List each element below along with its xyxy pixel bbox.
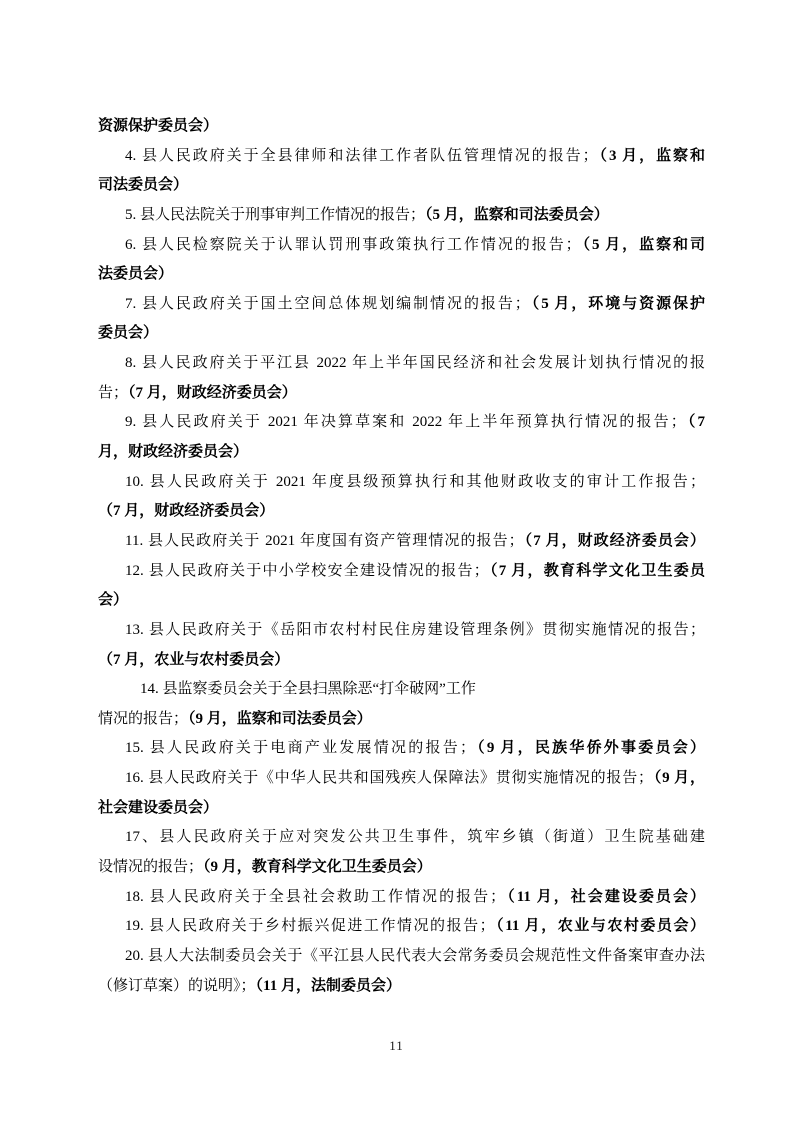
text-segment: 告； <box>98 384 129 401</box>
text-segment: 4. 县人民政府关于全县律师和法律工作者队伍管理情况的报告； <box>125 147 598 164</box>
text-segment: 11. 县人民政府关于 2021 年度国有资产管理情况的报告； <box>125 532 524 549</box>
text-line <box>98 112 705 142</box>
text-line <box>98 586 705 616</box>
text-segment: 20. 县人大法制委员会关于《平江县人民代表大会常务委员会规范性文件备案审查办法 <box>125 947 705 964</box>
text-segment-bold: （11 月，社会建设委员会） <box>505 888 705 905</box>
text-segment: 12. 县人民政府关于中小学校安全建设情况的报告； <box>125 562 489 579</box>
text-line <box>98 290 705 320</box>
text-line <box>98 764 705 794</box>
text-line <box>98 823 705 853</box>
text-segment: 13. 县人民政府关于《岳阳市农村村民住房建设管理条例》贯彻实施情况的报告； <box>125 621 705 638</box>
text-segment-bold: 月，财政经济委员会） <box>98 444 249 461</box>
text-segment-bold: （7 月，财政经济委员会） <box>128 384 297 401</box>
text-segment: 设情况的报告； <box>98 859 204 876</box>
text-segment-bold: 委员会） <box>98 325 159 342</box>
document-body <box>98 112 705 1001</box>
text-line <box>98 646 705 676</box>
text-line <box>98 497 705 527</box>
text-line <box>98 912 705 942</box>
text-segment: 19. 县人民政府关于乡村振兴促进工作情况的报告； <box>125 918 495 935</box>
text-segment-bold: （7 月，财政经济委员会） <box>98 503 275 520</box>
text-segment: 10. 县人民政府关于 2021 年度县级预算执行和其他财政收支的审计工作报告； <box>125 473 705 490</box>
text-line <box>98 972 705 1002</box>
text-line <box>98 734 705 764</box>
text-segment-bold: （7 月，财政经济委员会） <box>523 532 705 549</box>
text-segment: 情况的报告； <box>98 710 189 727</box>
text-segment: 14. 县监察委员会关于全县扫黑除恶“打伞破网”工作 <box>140 681 476 698</box>
text-segment-bold: 司法委员会） <box>98 177 189 194</box>
text-line <box>98 231 705 261</box>
text-segment-bold: （5 月，监察和司法委员会） <box>425 206 609 223</box>
text-segment: 17、县人民政府关于应对突发公共卫生事件，筑牢乡镇（街道）卫生院基础建 <box>125 829 705 846</box>
text-segment-bold: （3 月，监察和 <box>597 147 705 164</box>
text-segment: 7. 县人民政府关于国土空间总体规划编制情况的报告； <box>125 295 530 312</box>
text-segment-bold: 社会建设委员会） <box>98 799 219 816</box>
text-segment: （修订草案）的说明》； <box>98 977 256 994</box>
text-line <box>98 379 705 409</box>
text-line <box>98 319 705 349</box>
text-segment-bold: （7 月，农业与农村委员会） <box>98 651 290 668</box>
text-segment-bold: 会） <box>98 592 129 609</box>
text-line <box>98 794 705 824</box>
text-line <box>98 260 705 290</box>
page-number: 11 <box>389 1038 404 1053</box>
text-segment: 16. 县人民政府关于《中华人民共和国残疾人保障法》贯彻实施情况的报告； <box>125 770 654 787</box>
text-line <box>98 408 705 438</box>
text-line <box>98 557 705 587</box>
text-line <box>98 142 705 172</box>
text-line <box>98 942 705 972</box>
text-line <box>98 527 705 557</box>
text-segment-bold: （9 月， <box>653 770 705 787</box>
text-line <box>98 468 705 498</box>
text-line <box>98 883 705 913</box>
text-segment: 6. 县人民检察院关于认罪认罚刑事政策执行工作情况的报告； <box>125 236 581 253</box>
text-segment: 8. 县人民政府关于平江县 2022 年上半年国民经济和社会发展计划执行情况的报 <box>125 355 705 372</box>
text-segment-bold: （5 月，环境与资源保护 <box>529 295 705 312</box>
text-line <box>98 349 705 379</box>
text-segment-bold: （9 月，民族华侨外事委员会） <box>474 740 705 757</box>
text-segment-bold: （7 月，教育科学文化卫生委员 <box>488 562 705 579</box>
text-line <box>98 853 705 883</box>
text-segment: 15. 县人民政府关于电商产业发展情况的报告； <box>125 740 475 757</box>
text-line <box>98 438 705 468</box>
text-segment-bold: （7 <box>685 414 705 431</box>
text-segment-bold: （5 月，监察和司 <box>580 236 705 253</box>
text-line <box>98 675 705 705</box>
text-line <box>98 705 705 735</box>
text-segment-bold: （9 月，教育科学文化卫生委员会） <box>203 859 432 876</box>
text-segment-bold: 法委员会） <box>98 266 174 283</box>
text-line <box>98 201 705 231</box>
text-segment-bold: （9 月，监察和司法委员会） <box>188 710 372 727</box>
text-line <box>98 616 705 646</box>
text-segment: 18. 县人民政府关于全县社会救助工作情况的报告； <box>125 888 506 905</box>
text-segment-bold: 资源保护委员会） <box>98 118 219 134</box>
text-segment-bold: （11 月，农业与农村委员会） <box>494 918 705 935</box>
text-segment: 9. 县人民政府关于 2021 年决算草案和 2022 年上半年预算执行情况的报告； <box>125 414 686 431</box>
text-segment: 5. 县人民法院关于刑事审判工作情况的报告； <box>125 206 426 223</box>
text-segment-bold: （11 月，法制委员会） <box>255 977 401 994</box>
text-line <box>98 171 705 201</box>
